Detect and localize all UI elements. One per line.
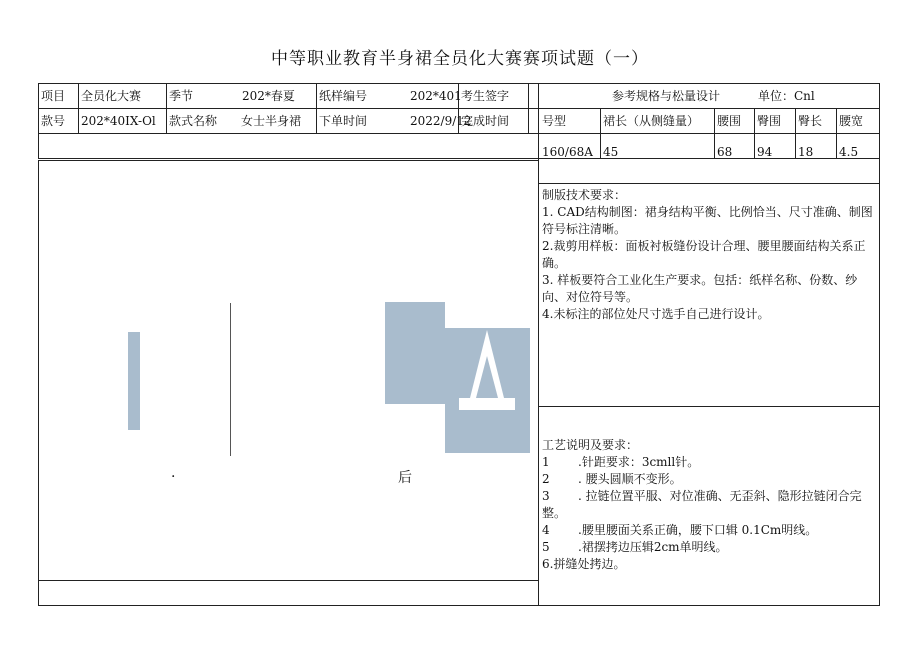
front-piece-bar xyxy=(128,332,140,430)
craft-requirements xyxy=(542,437,880,573)
craft-requirements-heading: 工艺说明及要求： xyxy=(542,438,639,452)
spec-value-size: 160/68A xyxy=(542,145,593,159)
craft-requirement-5-text: .裙摆拷边压辑2cm单明线。 xyxy=(578,540,728,554)
spec-header-skirt-length: 裙长（从侧缝量） xyxy=(603,114,700,128)
col-divider-5 xyxy=(528,83,529,133)
craft-requirement-4-text: .腰里腰面关系正确，腰下口辑 0.1Cm明线。 xyxy=(578,523,818,537)
order-time-label: 下单时间 xyxy=(319,114,368,128)
spec-header-hip-length: 臀长 xyxy=(798,114,823,128)
craft-requirement-3-text: . 拉链位置平服、对位准确、无歪斜、隐形拉链闭合完整。 xyxy=(542,489,862,520)
unit-label: 单位：Cnl xyxy=(758,89,815,103)
craft-requirement-1-text: .针距要求：3cmll针。 xyxy=(578,455,700,469)
finish-time-label: 完成时间 xyxy=(461,114,510,128)
style-name-label: 款式名称 xyxy=(169,114,218,128)
order-time-value: 2022/9/12 xyxy=(410,114,472,128)
back-label: 后 xyxy=(398,470,412,486)
style-no-value: 202*40IX-Ol xyxy=(81,114,156,128)
pattern-no-label: 纸样编号 xyxy=(319,89,368,103)
craft-requirement-5 xyxy=(542,539,880,556)
back-piece-rect xyxy=(385,302,445,404)
page-bottom-line xyxy=(38,605,880,606)
season-label: 季节 xyxy=(169,89,194,103)
spec-row-bottom xyxy=(38,158,880,159)
spec-header-hip: 臀围 xyxy=(757,114,782,128)
spec-value-hip: 94 xyxy=(757,145,773,159)
craft-requirement-4-num: 4 xyxy=(542,523,550,537)
spec-value-skirt-length: 45 xyxy=(603,145,619,159)
col-divider-3 xyxy=(316,83,317,133)
pattern-requirement-3: 3. 样板要符合工业化生产要求。包括：纸样名称、份数、纱向、对位符号等。 xyxy=(542,273,858,304)
spec-header-size: 号型 xyxy=(542,114,567,128)
table-right-border xyxy=(879,83,880,183)
main-box-top xyxy=(38,160,538,161)
spec-col-divider-3 xyxy=(754,108,755,158)
craft-requirement-5-num: 5 xyxy=(542,540,550,554)
project-label: 项目 xyxy=(41,89,66,103)
craft-requirement-4 xyxy=(542,522,880,539)
spec-header-waistband-width: 腰宽 xyxy=(839,114,864,128)
craft-requirement-2-num: 2 xyxy=(542,472,550,486)
right-panel-top xyxy=(538,183,880,184)
spec-value-hip-length: 18 xyxy=(798,145,814,159)
pattern-requirement-2: 2.裁剪用样板：面板衬板缝份设计合理、腰里腰面结构关系正确。 xyxy=(542,239,866,270)
spec-value-waistband-width: 4.5 xyxy=(839,145,859,159)
table-top-border xyxy=(38,83,880,84)
pattern-requirement-1: 1. CAD结构制图：裙身结构平衡、比例恰当、尺寸准确、制图符号标注清晰。 xyxy=(542,205,873,236)
pattern-requirements xyxy=(542,187,880,323)
col-divider-2 xyxy=(166,83,167,133)
drawing-dot: · xyxy=(171,469,176,485)
a-letter-icon xyxy=(445,328,530,453)
spec-header-waist: 腰围 xyxy=(717,114,742,128)
pattern-no-value: 202*401 xyxy=(410,89,462,103)
pattern-requirement-4: 4.未标注的部位处尺寸选手自己进行设计。 xyxy=(542,307,770,321)
craft-requirement-6: 6.拼缝处拷边。 xyxy=(542,557,626,571)
craft-requirement-1-num: 1 xyxy=(542,455,550,469)
season-value: 202*春夏 xyxy=(242,89,295,103)
craft-requirement-1 xyxy=(542,454,880,471)
main-box-bottom xyxy=(38,580,538,581)
style-no-label: 款号 xyxy=(41,114,66,128)
project-value: 全员化大赛 xyxy=(81,89,142,103)
spec-col-divider-2 xyxy=(714,108,715,158)
spec-col-divider-5 xyxy=(836,108,837,158)
center-line xyxy=(230,303,231,456)
craft-requirement-3 xyxy=(542,488,880,522)
document-title: 中等职业教育半身裙全员化大赛赛项试题（一） xyxy=(271,49,649,69)
pattern-requirements-heading: 制版技术要求： xyxy=(542,188,627,202)
main-box-right xyxy=(538,83,539,605)
craft-requirement-2 xyxy=(542,471,880,488)
spec-col-divider-4 xyxy=(795,108,796,158)
craft-requirement-2-text: . 腰头圆顺不变形。 xyxy=(578,472,682,486)
style-name-value: 女士半身裙 xyxy=(241,114,302,128)
col-divider-1 xyxy=(78,83,79,133)
spec-title: 参考规格与松量设计 xyxy=(612,89,721,103)
table-left-border xyxy=(38,83,39,158)
signature-label: 考生签字 xyxy=(461,89,510,103)
right-panel-mid xyxy=(538,406,880,407)
craft-requirement-3-num: 3 xyxy=(542,489,550,503)
spec-col-divider-1 xyxy=(600,108,601,158)
main-box-left xyxy=(38,160,39,605)
spec-value-waist: 68 xyxy=(717,145,733,159)
